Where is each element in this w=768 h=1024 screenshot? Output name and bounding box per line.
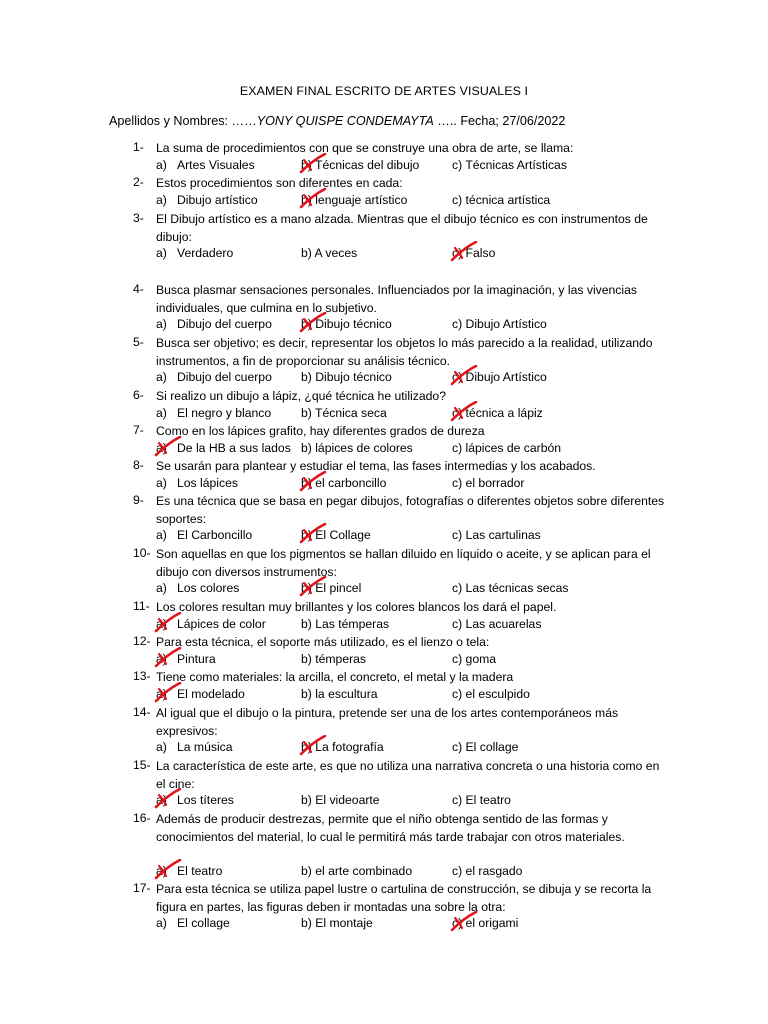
answer-option[interactable]: b) El Collage: [301, 528, 371, 543]
answer-option[interactable]: a) El collage: [156, 916, 230, 931]
question-text: Se usarán para plantear y estudiar el tema, las fases intermedias y los acabados.: [156, 459, 596, 473]
answer-option[interactable]: c) lápices de carbón: [452, 440, 562, 455]
answer-option[interactable]: b) el carboncillo: [301, 475, 387, 490]
answer-option[interactable]: b) Dibujo técnico: [301, 317, 392, 332]
answer-option[interactable]: a) Dibujo del cuerpo: [156, 370, 272, 385]
answer-option[interactable]: b) la escultura: [301, 686, 378, 701]
answer-option[interactable]: c) el borrador: [452, 475, 525, 490]
question-text: Estos procedimientos son diferentes en cada:: [156, 176, 403, 190]
question-number: 3-: [133, 211, 144, 225]
answer-option[interactable]: c) Falso: [452, 246, 496, 261]
answer-option[interactable]: c) Dibujo Artístico: [452, 370, 547, 385]
question-number: 16-: [133, 811, 151, 825]
answer-option[interactable]: c) El teatro: [452, 793, 511, 808]
question-text: Busca ser objetivo; es decir, representar los objetos lo más parecido a la realidad, utilizando instrumentos, a fin de proporcionar su análisis técnico.: [156, 336, 653, 368]
answer-option[interactable]: c) el esculpido: [452, 686, 530, 701]
answer-option[interactable]: b) Las témperas: [301, 616, 390, 631]
answer-option[interactable]: b) Técnica seca: [301, 405, 387, 420]
question-number: 14-: [133, 705, 151, 719]
student-info-line: [109, 114, 565, 128]
question-text: Los colores resultan muy brillantes y los colores blancos los dará el papel.: [156, 600, 557, 614]
question-text: Es una técnica que se basa en pegar dibujos, fotografías o diferentes objetos sobre diferentes soportes:: [156, 494, 665, 526]
question-text: Tiene como materiales: la arcilla, el concreto, el metal y la madera: [156, 670, 514, 684]
answer-option[interactable]: a) El negro y blanco: [156, 405, 272, 420]
answer-option[interactable]: a) El Carboncillo: [156, 528, 253, 543]
answer-option[interactable]: c) el rasgado: [452, 863, 523, 878]
question-number: 10-: [133, 546, 151, 560]
question-number: 5-: [133, 335, 144, 349]
answer-option[interactable]: a) Los lápices: [156, 475, 238, 490]
answer-option[interactable]: c) el origami: [452, 916, 519, 931]
question-text: Como en los lápices grafito, hay diferentes grados de dureza: [156, 424, 485, 438]
question-number: 11-: [133, 599, 150, 613]
answer-option[interactable]: c) técnica a lápiz: [452, 405, 543, 420]
answer-option[interactable]: a) El teatro: [156, 863, 223, 878]
question-text: Son aquellas en que los pigmentos se hallan diluido en líquido o aceite, y se aplican para el dibujo con diversos instrumentos:: [156, 547, 651, 579]
answer-option[interactable]: b) El montaje: [301, 916, 373, 931]
answer-option[interactable]: b) lápices de colores: [301, 440, 413, 455]
question-number: 12-: [133, 634, 151, 648]
answer-option[interactable]: c) Las técnicas secas: [452, 581, 569, 596]
question-number: 17-: [133, 881, 151, 895]
question-number: 9-: [133, 493, 144, 507]
answer-option[interactable]: a) De la HB a sus lados: [156, 440, 291, 455]
answer-option[interactable]: a) Pintura: [156, 651, 216, 666]
date-text: ….. Fecha; 27/06/2022: [433, 114, 566, 128]
answer-option[interactable]: c) Las cartulinas: [452, 528, 541, 543]
question-text: Además de producir destrezas, permite que el niño obtenga sentido de las formas y conocimientos del material, lo cual le permitirá más tarde trabajar con otros materiales.: [156, 812, 625, 844]
question-text: Busca plasmar sensaciones personales. Influenciados por la imaginación, y las vivencias individuales, que culmina en lo subjetivo.: [156, 283, 637, 315]
name-label: Apellidos y Nombres: ……: [109, 114, 257, 128]
question-number: 13-: [133, 669, 151, 683]
question-number: 4-: [133, 282, 144, 296]
question-text: Para esta técnica se utiliza papel lustre o cartulina de construcción, se dibuja y se recorta la figura en partes, las figuras deben ir montadas una sobre la otra:: [156, 882, 652, 914]
answer-option[interactable]: a) Los títeres: [156, 793, 234, 808]
answer-option[interactable]: a) La música: [156, 740, 233, 755]
question-number: 7-: [133, 423, 144, 437]
question-text: Para esta técnica, el soporte más utilizado, es el lienzo o tela:: [156, 635, 490, 649]
student-name: YONY QUISPE CONDEMAYTA: [256, 114, 434, 128]
answer-option[interactable]: a) Dibujo artístico: [156, 192, 258, 207]
answer-option[interactable]: b) lenguaje artístico: [301, 192, 408, 207]
answer-option[interactable]: c) goma: [452, 651, 497, 666]
answer-option[interactable]: a) Dibujo del cuerpo: [156, 317, 272, 332]
answer-option[interactable]: b) El videoarte: [301, 793, 380, 808]
answer-option[interactable]: b) El pincel: [301, 581, 362, 596]
exam-title: EXAMEN FINAL ESCRITO DE ARTES VISUALES I: [239, 84, 529, 98]
question-text: La característica de este arte, es que no utiliza una narrativa concreta o una historia como en el cine:: [156, 759, 660, 791]
answer-option[interactable]: b) Técnicas del dibujo: [301, 157, 420, 172]
answer-option[interactable]: b) témperas: [301, 651, 367, 666]
question-number: 6-: [133, 388, 144, 402]
answer-option[interactable]: b) el arte combinado: [301, 863, 413, 878]
answer-option[interactable]: a) Lápices de color: [156, 616, 266, 631]
answer-option[interactable]: c) El collage: [452, 740, 519, 755]
question-text: Si realizo un dibujo a lápiz, ¿qué técnica he utilizado?: [156, 389, 446, 403]
question-text: El Dibujo artístico es a mano alzada. Mientras que el dibujo técnico es con instrumentos de dibujo:: [156, 212, 648, 244]
answer-option[interactable]: c) Técnicas Artísticas: [452, 157, 567, 172]
answer-option[interactable]: b) La fotografía: [301, 740, 384, 755]
answer-option[interactable]: a) Verdadero: [156, 246, 234, 261]
question-number: 15-: [133, 758, 151, 772]
answer-option[interactable]: a) Los colores: [156, 581, 240, 596]
answer-option[interactable]: b) Dibujo técnico: [301, 370, 392, 385]
answer-option[interactable]: c) Dibujo Artístico: [452, 317, 547, 332]
answer-option[interactable]: a) Artes Visuales: [156, 157, 255, 172]
question-number: 8-: [133, 458, 144, 472]
answer-option[interactable]: b) A veces: [301, 246, 358, 261]
question-number: 2-: [133, 175, 144, 189]
question-text: La suma de procedimientos con que se construye una obra de arte, se llama:: [156, 141, 574, 155]
answer-option[interactable]: a) El modelado: [156, 686, 245, 701]
question-number: 1-: [133, 140, 144, 154]
answer-option[interactable]: c) técnica artística: [452, 192, 551, 207]
question-text: Al igual que el dibujo o la pintura, pretende ser una de los artes contemporáneos más expresivos:: [156, 706, 619, 738]
answer-option[interactable]: c) Las acuarelas: [452, 616, 542, 631]
